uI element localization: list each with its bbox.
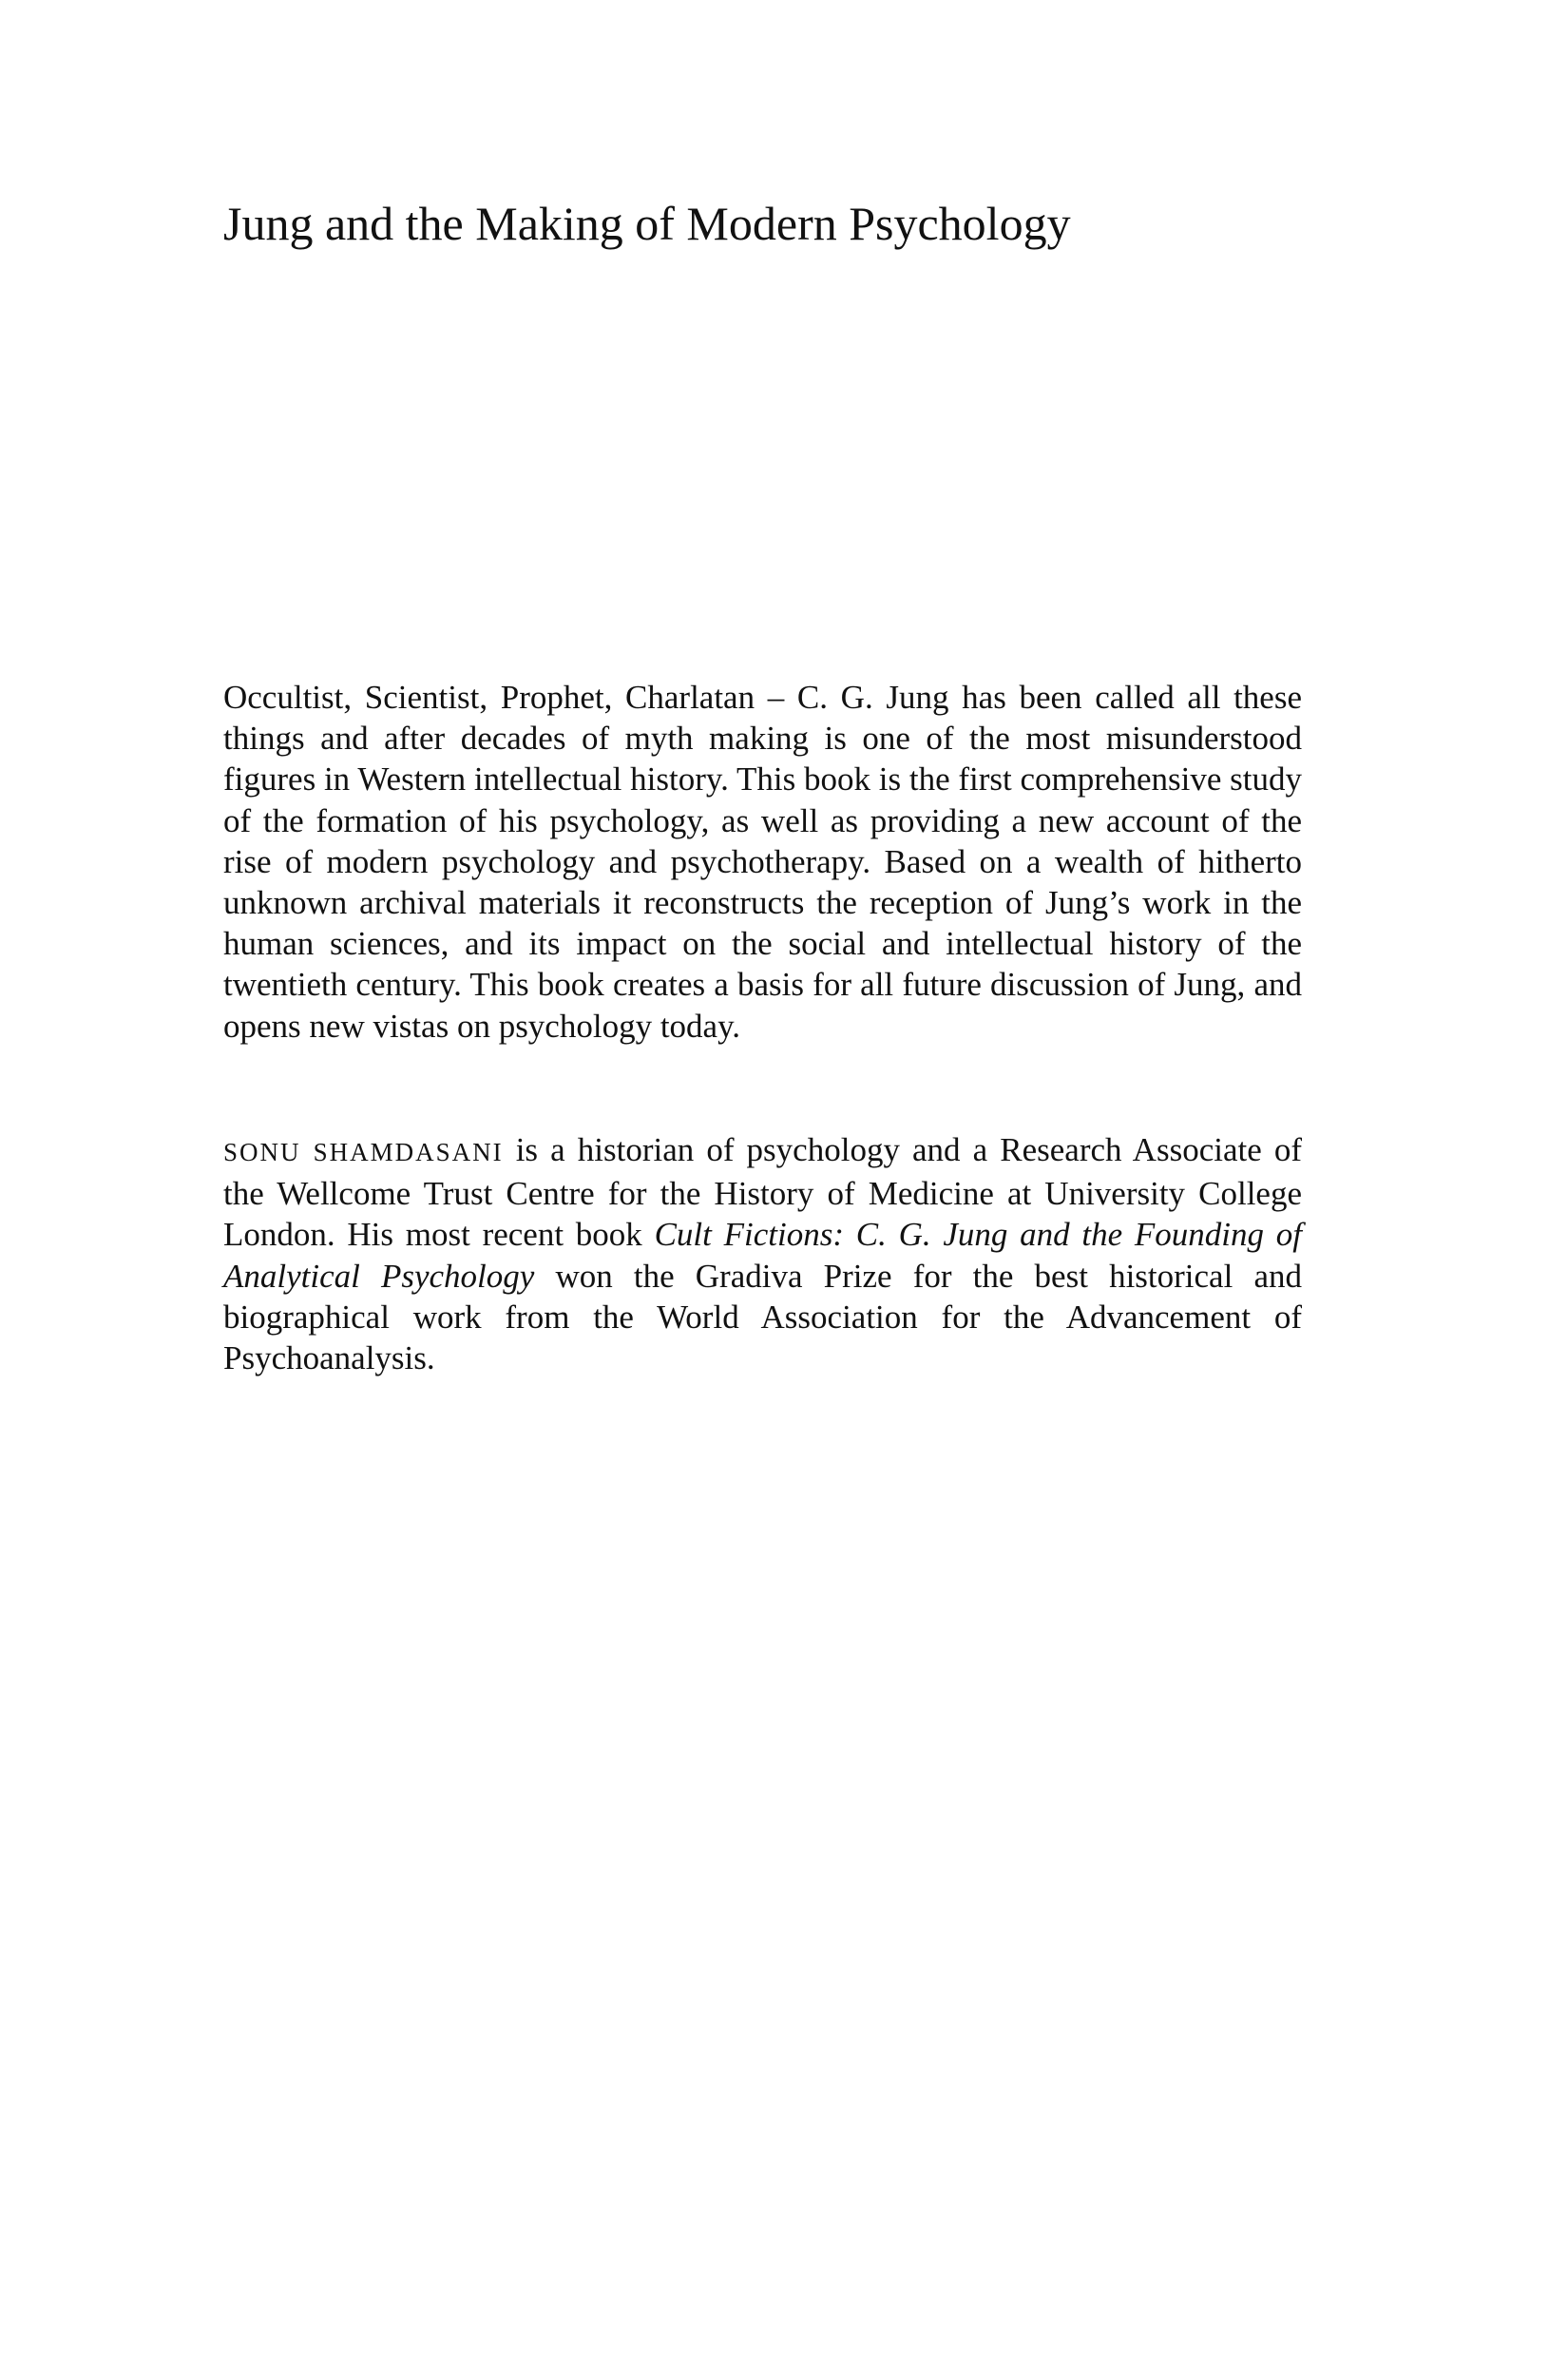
page-title: Jung and the Making of Modern Psychology: [223, 197, 1071, 250]
author-bio-text-2: won the Gradiva Prize for the best historical and biographical work from the World Association for the Advancement of Psychoanalysis.: [223, 1257, 1302, 1377]
author-name: SONU SHAMDASANI: [223, 1138, 504, 1166]
author-bio-text-1: is a historian of psychology and a Research Associate of the Wellcome Trust Centre for the History of Medicine at University College London. His most recent book: [223, 1131, 1302, 1254]
author-previous-book-title: Cult Fictions: C. G. Jung and the Founding of Analytical Psychology: [223, 1216, 1302, 1295]
author-bio: [223, 1129, 1302, 1378]
book-description: Occultist, Scientist, Prophet, Charlatan – C. G. Jung has been called all these things and after decades of myth making is one of the most misunderstood figures in Western intellectual history. This book is the first comprehensive study of the formation of his psychology, as well as providing a new account of the rise of modern psychology and psychotherapy. Based on a wealth of hitherto unknown archival materials it reconstructs the reception of Jung’s work in the human sciences, and its impact on the social and intellectual history of the twentieth century. This book creates a basis for all future discussion of Jung, and opens new vistas on psychology today.: [223, 679, 1302, 1045]
